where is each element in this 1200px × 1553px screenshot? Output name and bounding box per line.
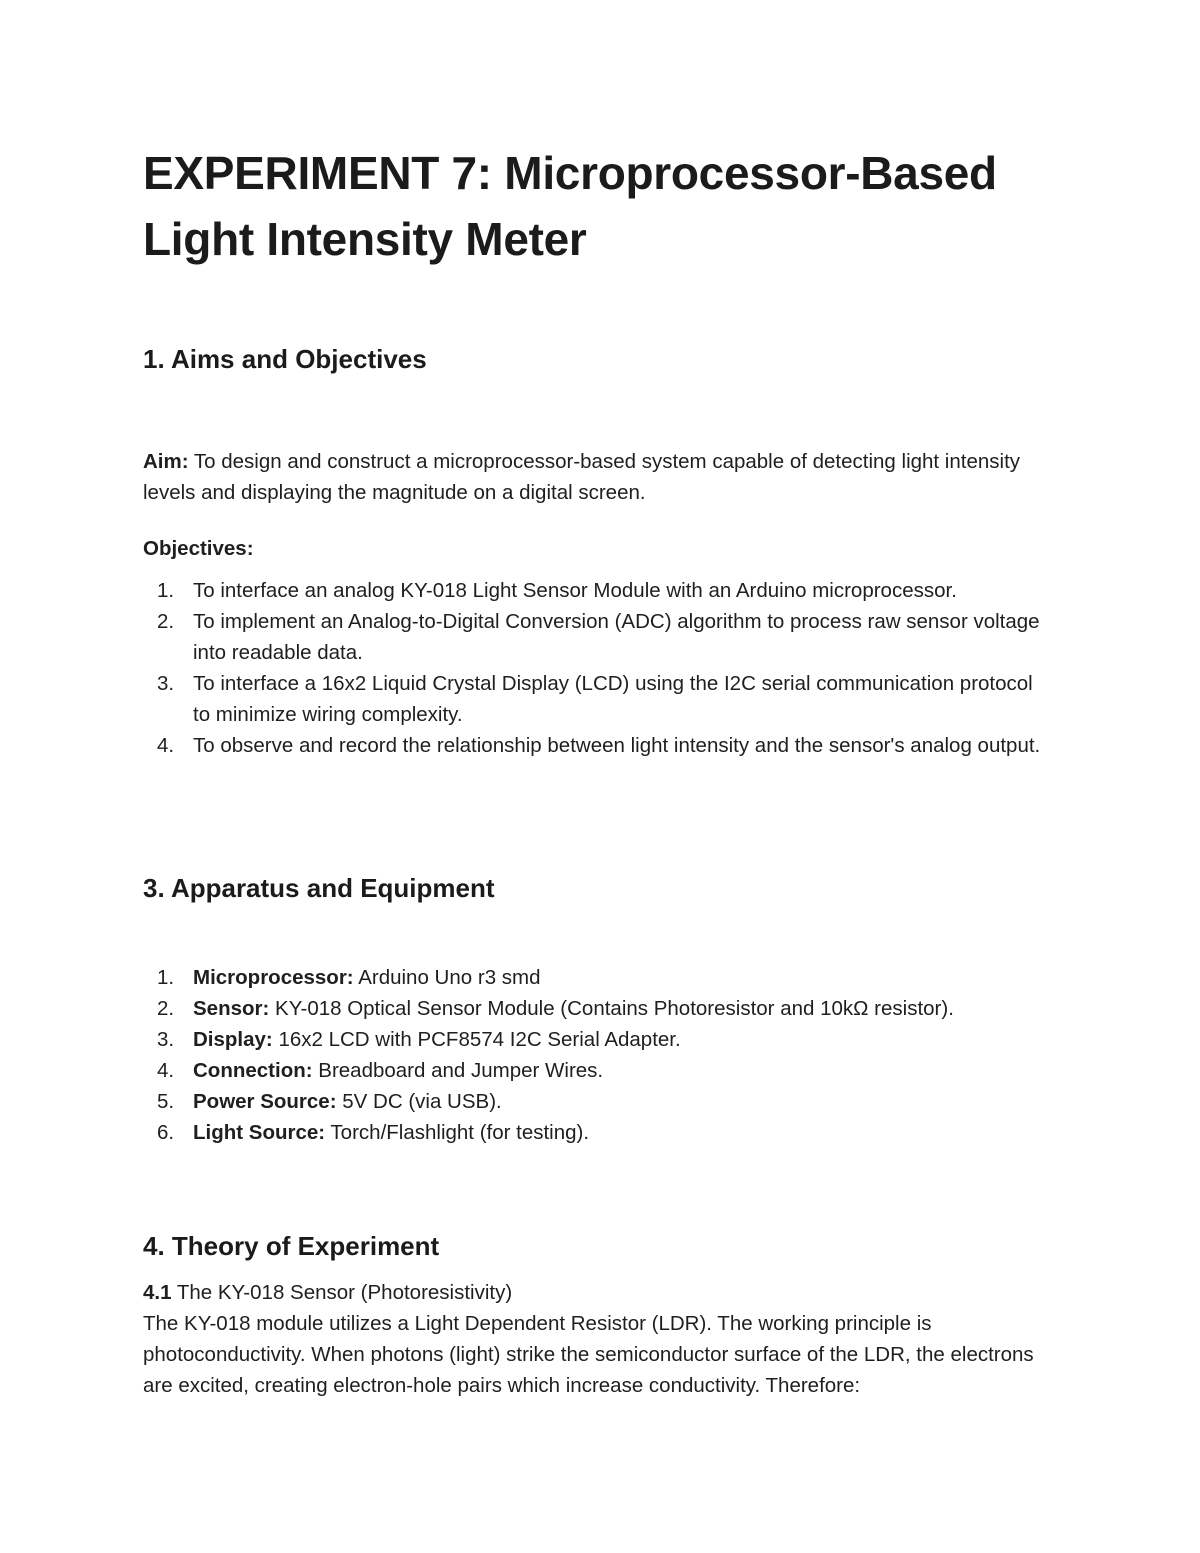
- subsection-title: The KY-018 Sensor (Photoresistivity): [171, 1281, 513, 1304]
- item-text: 5V DC (via USB).: [336, 1090, 502, 1113]
- list-text: To implement an Analog-to-Digital Conversion (ADC) algorithm to process raw sensor voltage into readable data.: [193, 610, 1040, 664]
- aim-paragraph: [143, 446, 1048, 508]
- list-number: 1.: [157, 579, 175, 602]
- list-number: 6.: [157, 1121, 175, 1144]
- list-text: To interface a 16x2 Liquid Crystal Display (LCD) using the I2C serial communication protocol to minimize wiring complexity.: [193, 672, 1033, 726]
- list-item: [143, 668, 1053, 730]
- item-text: Arduino Uno r3 smd: [353, 966, 541, 989]
- list-number: 4.: [157, 1059, 175, 1082]
- list-item: [143, 993, 1053, 1024]
- list-number: 5.: [157, 1090, 175, 1113]
- theory-subheading: [143, 1277, 1048, 1308]
- list-item: [143, 1024, 1053, 1055]
- list-item: [143, 962, 1053, 993]
- list-item: [143, 730, 1053, 761]
- list-number: 3.: [157, 672, 175, 695]
- objectives-label: Objectives:: [143, 537, 254, 560]
- item-text: KY-018 Optical Sensor Module (Contains Photoresistor and 10kΩ resistor).: [269, 997, 954, 1020]
- list-item: [143, 1086, 1053, 1117]
- apparatus-heading: 3. Apparatus and Equipment: [143, 873, 495, 903]
- list-number: 1.: [157, 966, 175, 989]
- list-text: To observe and record the relationship between light intensity and the sensor's analog output.: [193, 734, 1041, 757]
- title-line-2: Light Intensity Meter: [143, 213, 587, 265]
- item-label: Display:: [193, 1028, 273, 1051]
- list-text: To interface an analog KY-018 Light Sensor Module with an Arduino microprocessor.: [193, 579, 957, 602]
- title-line-1: EXPERIMENT 7: Microprocessor-Based: [143, 147, 997, 199]
- list-item: [143, 1055, 1053, 1086]
- item-label: Power Source:: [193, 1090, 337, 1113]
- apparatus-list: [143, 962, 1053, 1148]
- item-label: Microprocessor:: [193, 966, 354, 989]
- list-number: 2.: [157, 610, 175, 633]
- list-number: 2.: [157, 997, 175, 1020]
- item-text: Torch/Flashlight (for testing).: [325, 1121, 590, 1144]
- aim-label: Aim:: [143, 450, 189, 473]
- item-label: Sensor:: [193, 997, 270, 1020]
- subsection-number: 4.1: [143, 1281, 172, 1304]
- list-number: 3.: [157, 1028, 175, 1051]
- aim-text: To design and construct a microprocessor-based system capable of detecting light intensity levels and displaying the magnitude on a digital screen.: [143, 450, 1021, 504]
- item-text: Breadboard and Jumper Wires.: [312, 1059, 604, 1082]
- list-item: [143, 1117, 1053, 1148]
- objectives-list: [143, 575, 1053, 761]
- theory-paragraph: The KY-018 module utilizes a Light Dependent Resistor (LDR). The working principle is photoconductivity. When photons (light) strike the semiconductor surface of the LDR, the electrons are excited, creating electron-hole pairs which increase conductivity. Therefore:: [143, 1312, 1034, 1397]
- list-item: [143, 575, 1053, 606]
- item-label: Light Source:: [193, 1121, 326, 1144]
- list-number: 4.: [157, 734, 175, 757]
- item-label: Connection:: [193, 1059, 313, 1082]
- list-item: [143, 606, 1053, 668]
- aims-heading: 1. Aims and Objectives: [143, 344, 427, 374]
- theory-heading: 4. Theory of Experiment: [143, 1231, 440, 1261]
- item-text: 16x2 LCD with PCF8574 I2C Serial Adapter.: [272, 1028, 681, 1051]
- document-title: [143, 140, 1053, 272]
